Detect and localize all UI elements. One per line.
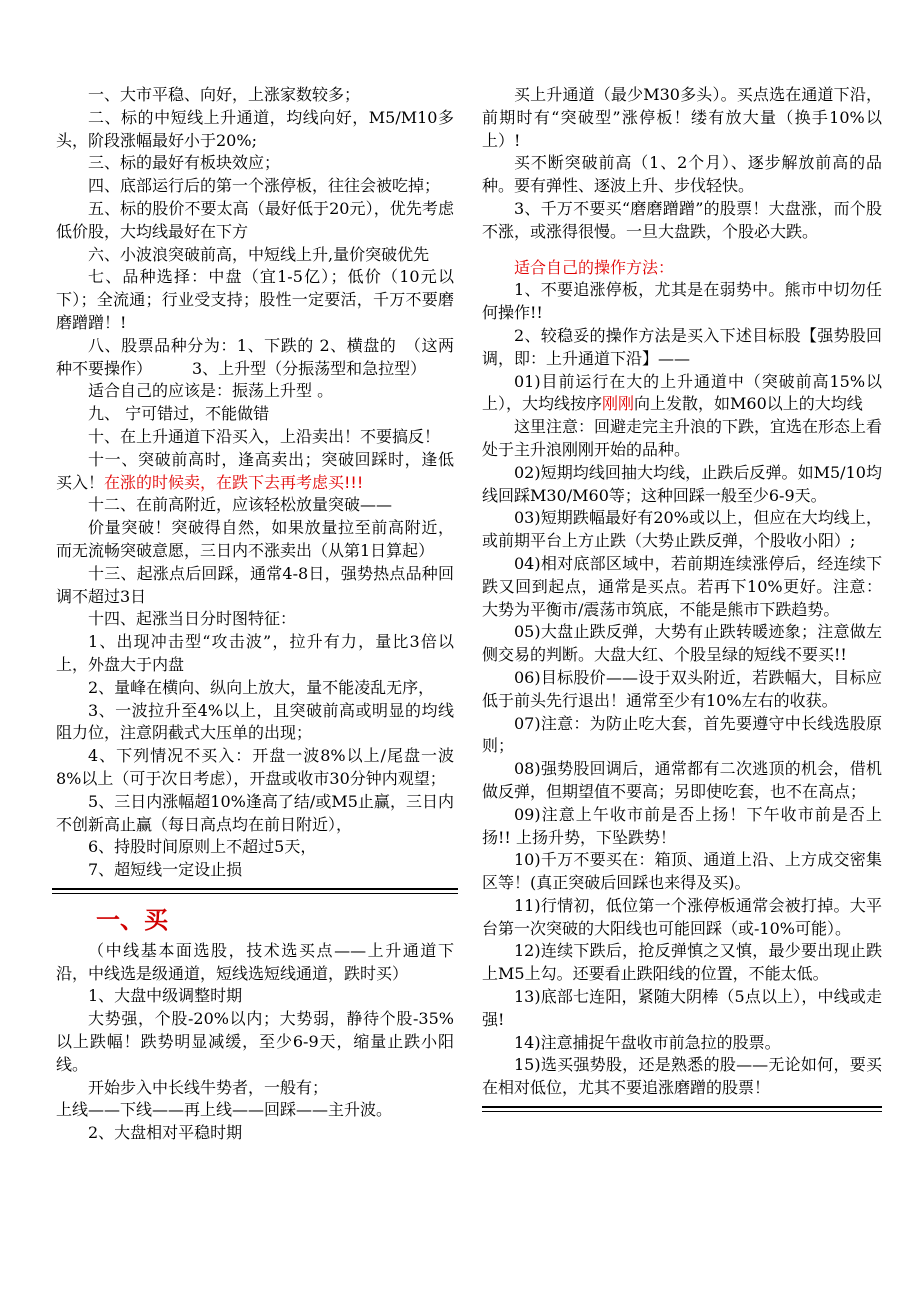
section-heading-buy: 一、买: [96, 905, 168, 934]
buy-item-2-detail: 买上升通道（最少M30多头）。买点选在通道下沿，前期时有“突破型”涨停板！缕有放大量（换手10%以上）!: [482, 85, 882, 150]
rule-14-item-5: 5、三日内涨幅超10%逢高了结/或M5止赢，三日内不创新高止赢（每日高点均在前日附近），: [56, 791, 454, 834]
target-15: 15)选买强势股，还是熟悉的股——无论如何，要买在相对低位，尤其不要追涨磨蹭的股票！: [482, 1055, 882, 1098]
target-09: 09)注意上午收市前是否上扬！下午收市前是否上扬!! 上扬升势，下坠跌势！: [482, 804, 882, 847]
rule-6: 六、小波浪突破前高，中短线上升,量价突破优先: [88, 244, 430, 264]
target-07: 07)注意：为防止吃大套，首先要遵守中长线选股原则；: [482, 713, 882, 756]
target-01-text-b: 向上发散，如M60以上的大均线: [634, 394, 863, 414]
target-06: 06)目标股价——设于双头附近，若跌幅大，目标应低于前头先行退出！通常至少有10%左右的收获。: [482, 667, 882, 710]
rule-1: 一、大市平稳、向好，上涨家数较多；: [88, 85, 361, 104]
rule-14-item-2: 2、量峰在横向、纵向上放大，量不能凌乱无序，: [88, 677, 435, 697]
rule-14: 十四、起涨当日分时图特征：: [88, 609, 297, 629]
buy-item-3: 3、千万不要买“磨磨蹭蹭”的股票！大盘涨，而个股不涨，或涨得很慢。一旦大盘跌，个股必大跌。: [482, 198, 882, 241]
target-11: 11)行情初，低位第一个涨停板通常会被打掉。大平台第一次突破的大阳线也可能回踩（或-10%可能）。: [482, 895, 882, 938]
left-column: [56, 84, 454, 1145]
rule-11-text: 十一、突破前高时，逢高卖出；突破回踩时，逢低买入！: [56, 449, 454, 492]
target-03: 03)短期跌幅最好有20%或以上，但应在大均线上，或前期平台上方止跌（大势止跌反弹，个股收小阳）;: [482, 508, 882, 551]
target-10: 10)千万不要买在：箱顶、通道上沿、上方成交密集区等！(真正突破后回踩也来得及买)。: [482, 850, 882, 893]
buy-item-2-note: 买不断突破前高（1、2个月）、逐步解放前高的品种。要有弹性、逐波上升、步伐轻快。: [482, 153, 882, 196]
method-heading: 适合自己的操作方法：: [514, 257, 675, 277]
rule-8-note: 适合自己的应该是：振荡上升型 。: [88, 381, 334, 401]
rule-8: 八、股票品种分为：1、下跌的 2、横盘的 （这两种不要操作） 3、上升型（分振荡型和急拉型）: [56, 335, 454, 378]
rule-14-item-7: 7、超短线一定设止损: [88, 860, 243, 880]
target-05: 05)大盘止跌反弹，大势有止跌转暖迹象；注意做左侧交易的判断。大盘大红、个股呈绿的短线不要买!!: [482, 622, 882, 665]
buy-intro: （中线基本面选股，技术选买点——上升通道下沿，中线选是级通道，短线选短线通道，跌时买）: [56, 940, 454, 983]
rule-14-item-1: 1、出现冲击型“攻击波”，拉升有力，量比3倍以上，外盘大于内盘: [56, 632, 454, 674]
section-divider: [52, 888, 458, 894]
rule-3: 三、标的最好有板块效应；: [88, 153, 281, 173]
buy-item-2: 2、大盘相对平稳时期: [88, 1123, 243, 1143]
target-04: 04)相对底部区域中，若前期连续涨停后，经连续下跌又回到起点，通常是买点。若再下10%更好。注意：大势为平衡市/震荡市筑底，不能是熊市下跌趋势。: [482, 553, 882, 619]
rule-11: [56, 449, 454, 495]
buy-item-1-pattern: 上线——下线——再上线——回踩——主升波。: [56, 1100, 393, 1120]
method-1: 1、不要追涨停板，尤其是在弱势中。熊市中切勿任何操作!!: [482, 280, 882, 323]
rule-9: 九、 宁可错过，不能做错: [88, 404, 270, 424]
target-01-note: 这里注意：回避走完主升浪的下跌，宜选在形态上看处于主升浪刚刚开始的品种。: [482, 417, 883, 459]
rule-4: 四、底部运行后的第一个涨停板，往往会被吃掉；: [88, 176, 441, 196]
right-column: [482, 84, 882, 1118]
spacer: [482, 244, 882, 257]
target-01-highlight: 刚刚: [602, 394, 635, 414]
rule-10: 十、在上升通道下沿买入，上沿卖出！不要搞反！: [88, 426, 441, 446]
target-01: [482, 371, 882, 417]
target-02: 02)短期均线回抽大均线，止跌后反弹。如M5/10均线回踩M30/M60等；这种回踩一般至少6-9天。: [482, 462, 882, 505]
buy-item-1-detail: 大势强，个股-20%以内；大势弱，静待个股-35%以上跌幅！跌势明显减缓，至少6-9天，缩量止跌小阳线。: [56, 1009, 454, 1074]
rule-11-highlight: 在涨的时候卖，在跌下去再考虑买!!!: [104, 472, 364, 492]
rule-12: 十二、在前高附近，应该轻松放量突破——: [88, 495, 393, 515]
buy-item-1-note: 开始步入中长线牛势者，一般有；: [88, 1077, 329, 1097]
method-2: 2、较稳妥的操作方法是买入下述目标股【强势股回调，即：上升通道下沿】——: [482, 325, 882, 368]
target-12: 12)连续下跌后，抢反弹慎之又慎，最少要出现止跌上M5上勾。还要看止跌阳线的位置，不能太低。: [482, 941, 882, 984]
rule-13: 十三、起涨点后回踩，通常4-8日，强势热点品种回调不超过3日: [56, 563, 454, 606]
target-14: 14)注意捕捉午盘收市前急拉的股票。: [514, 1032, 781, 1052]
buy-item-1: 1、大盘中级调整时期: [88, 986, 243, 1006]
rule-14-item-3: 3、一波拉升至4%以上，且突破前高或明显的均线阻力位，注意阴截式大压单的出现；: [56, 700, 454, 743]
target-13: 13)底部七连阳，紧随大阴棒（5点以上），中线或走强!: [482, 987, 882, 1029]
rule-7: 七、品种选择：中盘（宜1-5亿）；低价（10元以下）；全流通；行业受支持；股性一定要活，千万不要磨磨蹭蹭！!: [56, 267, 454, 332]
end-divider: [482, 1106, 882, 1112]
target-08: 08)强势股回调后，通常都有二次逃顶的机会，借机做反弹，但期望值不要高；另即使吃套，也不在高点；: [482, 759, 882, 801]
rule-14-item-6: 6、持股时间原则上不超过5天，: [88, 837, 317, 857]
rule-14-item-4: 4、下列情况不买入：开盘一波8%以上/尾盘一波8%以上（可于次日考虑），开盘或收市30分钟内观望；: [56, 746, 454, 788]
rule-12-detail: 价量突破！突破得自然，如果放量拉至前高附近，而无流畅突破意愿，三日内不涨卖出（从第1日算起）: [56, 518, 454, 560]
target-01-text-a: 01)目前运行在大的上升通道中（突破前高15%以上），大均线按序: [482, 371, 882, 414]
rule-5: 五、标的股价不要太高（最好低于20元），优先考虑低价股，大均线最好在下方: [56, 198, 454, 241]
rule-2: 二、标的中短线上升通道，均线向好，M5/M10多头，阶段涨幅最好小于20%;: [56, 107, 454, 150]
